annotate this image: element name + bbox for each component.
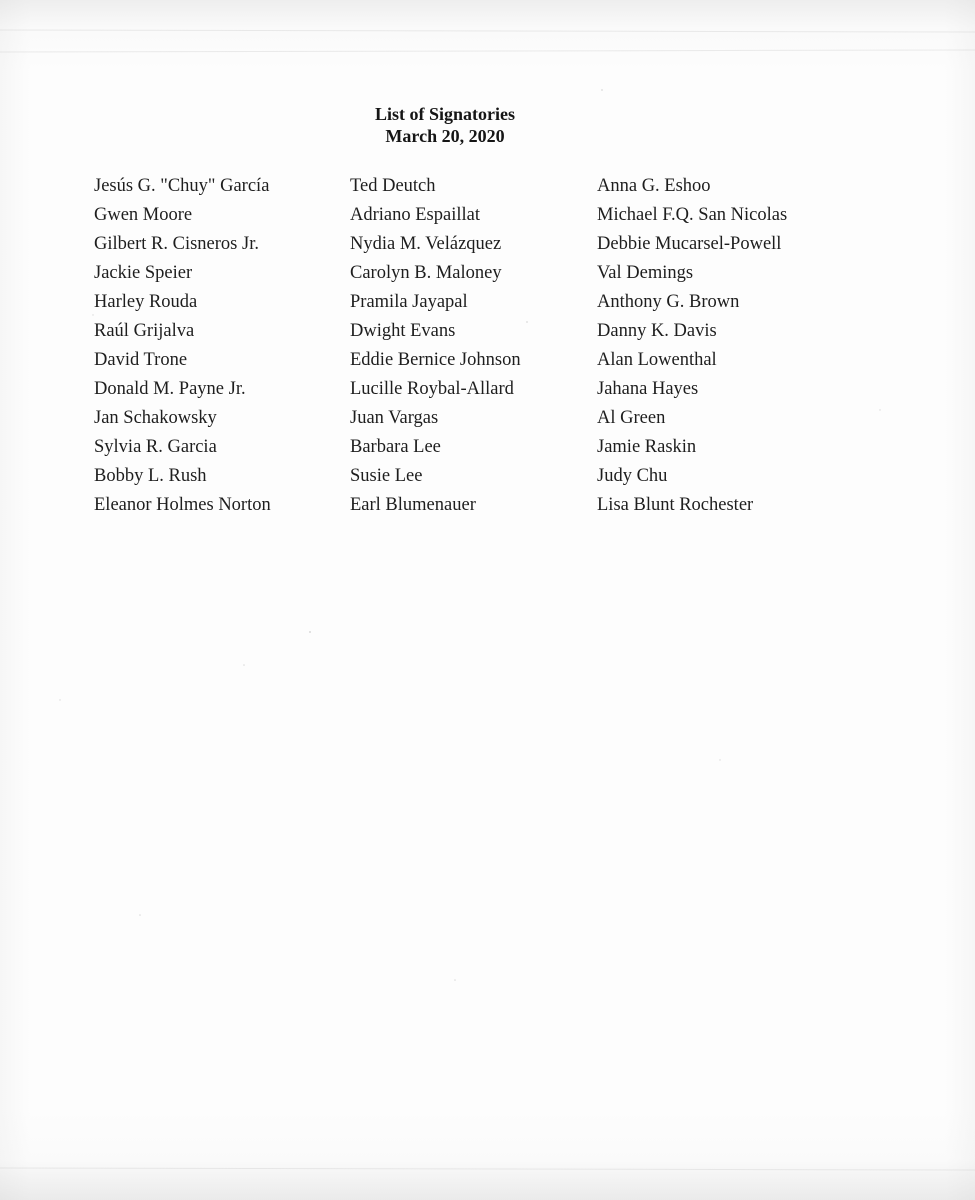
signatory-name: Jan Schakowsky xyxy=(94,408,217,428)
document-date: March 20, 2020 xyxy=(385,126,505,146)
signatory-name: Juan Vargas xyxy=(350,408,439,428)
signatory-name: Judy Chu xyxy=(597,466,668,486)
signatory-name: Jahana Hayes xyxy=(597,379,699,399)
signatory-name: Nydia M. Velázquez xyxy=(350,234,502,254)
signatory-column-1 xyxy=(94,172,271,520)
signatory-name: Susie Lee xyxy=(350,466,423,486)
signatory-name: Alan Lowenthal xyxy=(597,350,717,370)
signatory-name: David Trone xyxy=(94,350,188,370)
signatory-name: Dwight Evans xyxy=(350,321,456,341)
signatory-name: Danny K. Davis xyxy=(597,321,717,341)
signatory-name: Michael F.Q. San Nicolas xyxy=(597,205,788,225)
signatory-name: Gilbert R. Cisneros Jr. xyxy=(94,234,259,254)
signatory-name: Harley Rouda xyxy=(94,292,198,312)
signatory-name: Eddie Bernice Johnson xyxy=(350,350,521,370)
signatory-name: Adriano Espaillat xyxy=(350,205,480,225)
signatory-name: Donald M. Payne Jr. xyxy=(94,379,246,399)
signatory-name: Lisa Blunt Rochester xyxy=(597,495,754,515)
signatory-name: Val Demings xyxy=(597,263,694,283)
signatory-name: Anna G. Eshoo xyxy=(597,176,711,196)
signatory-column-2 xyxy=(350,172,521,520)
signatory-name: Eleanor Holmes Norton xyxy=(94,495,271,515)
document-title: List of Signatories xyxy=(374,104,515,124)
signatory-column-3 xyxy=(597,172,787,520)
signatory-name: Carolyn B. Maloney xyxy=(350,263,502,283)
signatory-name: Debbie Mucarsel-Powell xyxy=(597,234,782,254)
signatory-name: Al Green xyxy=(597,408,666,428)
signatory-name: Gwen Moore xyxy=(94,205,193,225)
signatory-name: Pramila Jayapal xyxy=(350,292,468,312)
signatory-name: Barbara Lee xyxy=(350,437,441,457)
signatory-name: Ted Deutch xyxy=(350,176,436,196)
signatory-name: Jackie Speier xyxy=(94,263,193,283)
signatory-name: Sylvia R. Garcia xyxy=(94,437,217,457)
signatory-name: Earl Blumenauer xyxy=(350,495,476,515)
signatory-name: Anthony G. Brown xyxy=(597,292,740,312)
signatory-name: Lucille Roybal-Allard xyxy=(350,379,514,399)
document-heading xyxy=(0,103,890,147)
signatory-columns xyxy=(0,172,975,532)
signatory-name: Jesús G. "Chuy" García xyxy=(94,176,270,196)
signatory-name: Jamie Raskin xyxy=(597,437,697,457)
signatory-name: Bobby L. Rush xyxy=(94,466,207,486)
signatory-name: Raúl Grijalva xyxy=(94,321,195,341)
